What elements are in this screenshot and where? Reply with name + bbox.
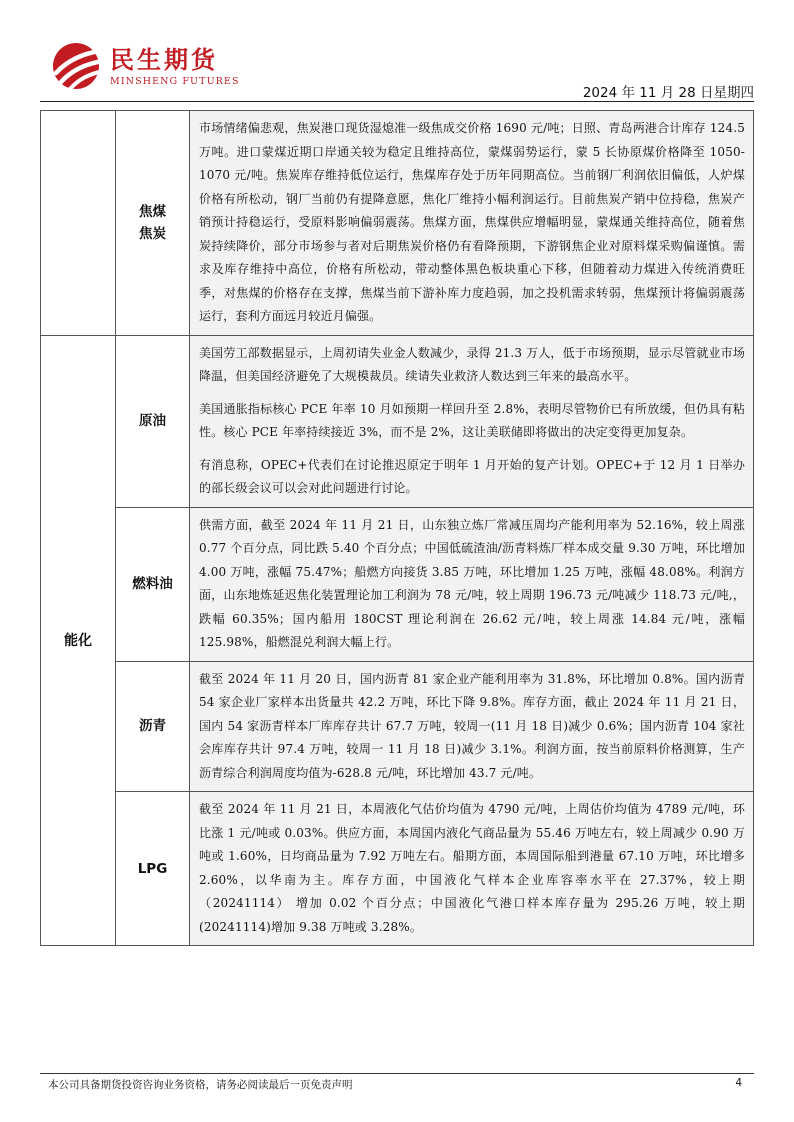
commentary-paragraph: 截至 2024 年 11 月 20 日，国内沥青 81 家企业产能利用率为 31.8%，环比增加 0.8%。国内沥青 54 家企业厂家样本出货量共 42.2 万吨，环比下降 9.8%。库存方面，截止 2024 年 11 月 21 日，国内 54 家沥青样本厂库库存共计 67.7 万吨，较周一(11 月 18 日)减少 0.6%；国内沥青 104 家社会库库存共计 97.4 万吨，较周一 11 月 18 日)减少 3.1%。利润方面，按当前原料价格测算，生产沥青综合利润周度均值为-628.8 元/吨，环比增加 43.7 元/吨。 [199,671,745,780]
commentary-cell [190,792,754,946]
product-name: LPG [137,860,168,877]
commentary-paragraph: 截至 2024 年 11 月 21 日，本周液化气估价均值为 4790 元/吨，上周估价均值为 4789 元/吨，环比涨 1 元/吨或 0.03%。供应方面，本周国内液化气商品量为 55.46 万吨左右，较上周减少 0.90 万吨或 1.60%，日均商品量为 7.92 万吨左右。船期方面，本周国际船到港量 67.10 万吨，环比增多 2.60%，以华南为主。库存方面，中国液化气样本企业库容率水平在 27.37%，较上期 （20241114） 增加 0.02 个百分点；中国液化气港口样本库存量为 295.26 万吨，较上期(20241114)增加 9.38 万吨或 3.28%。 [199,802,745,934]
commentary-cell [190,111,754,336]
table-row [41,335,754,507]
product-label [116,335,190,507]
commentary-cell [190,507,754,661]
brand-name-en: MINSHENG FUTURES [110,76,240,87]
product-name: 焦煤 焦炭 [139,203,166,242]
brand-name-cn: 民生期货 [110,46,218,74]
commentary-table [40,110,754,946]
product-label [116,661,190,792]
footer-divider [40,1073,754,1074]
product-label [116,507,190,661]
footer-disclaimer: 本公司具备期货投资咨询业务资格，请务必阅读最后一页免责声明 [48,1079,353,1091]
report-date: 2024 年 11 月 28 日星期四 [582,85,754,101]
commentary-paragraph: 美国劳工部数据显示，上周初请失业金人数减少，录得 21.3 万人，低于市场预期，显示尽管就业市场降温，但美国经济避免了大规模裁员。续请失业救济人数达到三年来的最高水平。 [199,345,745,383]
product-name: 原油 [139,413,166,429]
commentary-cell [190,335,754,507]
commentary-paragraph: 供需方面，截至 2024 年 11 月 21 日，山东独立炼厂常减压周均产能利用率为 52.16%，较上周涨 0.77 个百分点，同比跌 5.40 个百分点；中国低硫渣油/沥青料炼厂样本成交量 9.30 万吨，环比增加 4.00 万吨，涨幅 75.47%；船燃方向接货 3.85 万吨，环比增加 1.25 万吨，涨幅 48.08%。利润方面，山东地炼延迟焦化装置理论加工利润为 78 元/吨，较上周期 196.73 元/吨减少 118.73 元/吨,，跌幅 60.35%；国内船用 180CST 理论利润在 26.62 元/吨，较上周涨 14.84 元/吨，涨幅 125.98%，船燃混兑利润大幅上行。 [199,517,745,649]
product-label [116,111,190,336]
category-cell-blank [41,111,116,336]
minsheng-logo-icon [50,40,106,92]
commentary-paragraph: 有消息称，OPEC+代表们在讨论推迟原定于明年 1 月开始的复产计划。OPEC+于 12 月 1 日举办的部长级会议可以会对此问题进行讨论。 [199,457,745,495]
table-row [41,661,754,792]
commentary-cell [190,661,754,792]
page-header [40,36,754,102]
page-number: 4 [735,1077,742,1089]
product-label [116,792,190,946]
table-row [41,111,754,336]
category-label: 能化 [41,335,116,946]
product-name: 沥青 [139,718,166,735]
table-row [41,507,754,661]
header-divider [40,101,754,102]
commentary-paragraph: 市场情绪偏悲观，焦炭港口现货湿熄准一级焦成交价格 1690 元/吨；日照、青岛两港合计库存 124.5 万吨。进口蒙煤近期口岸通关较为稳定且维持高位，蒙煤弱势运行，蒙 5 长协原煤价格降至 1050-1070 元/吨。焦炭库存维持低位运行，焦煤库存处于历年同期高位。当前钢厂利润依旧偏低，人炉煤价格有所松动，钢厂当前仍有提降意愿，焦化厂维持小幅利润运行。目前焦炭产销中位持稳，焦炭产销预计持稳运行，受原料影响偏弱震荡。焦煤方面，焦煤供应增幅明显，蒙煤通关维持高位，随着焦炭持续降价，部分市场参与者对后期焦炭价格仍有看降预期，下游钢焦企业对原料煤采购偏谨慎。需求及库存维持中高位，价格有所松动，带动整体黑色板块重心下移，但随着动力煤进入传统消费旺季，对焦煤的价格存在支撑，焦煤当前下游补库力度趋弱，加之投机需求转弱，焦煤预计将偏弱震荡运行，套利方面远月较近月偏强。 [199,121,745,323]
table-row [41,792,754,946]
product-name: 燃料油 [132,576,173,592]
commentary-paragraph: 美国通胀指标核心 PCE 年率 10 月如预期一样回升至 2.8%，表明尽管物价已有所放缓，但仍具有粘性。核心 PCE 年率持续接近 3%，而不是 2%，这让美联储即将做出的决定变得更加复杂。 [199,401,745,439]
